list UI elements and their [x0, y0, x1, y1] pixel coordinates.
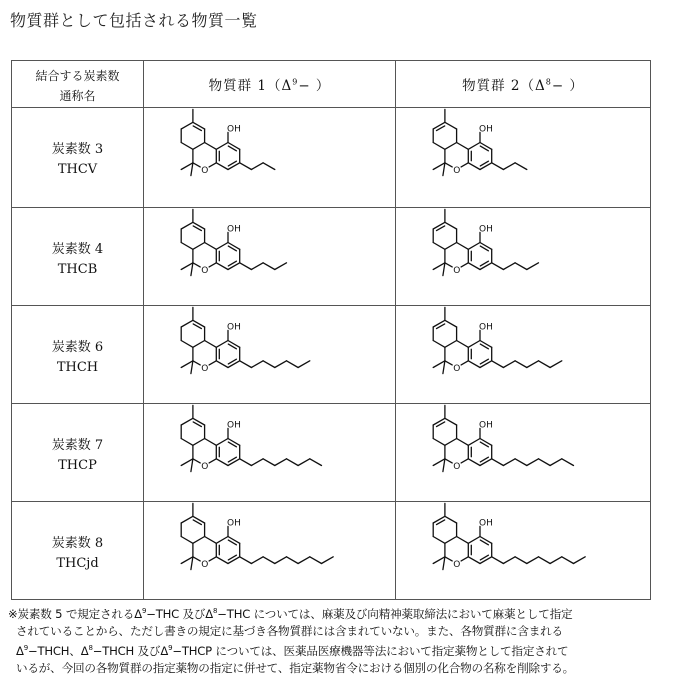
- bond: [228, 361, 240, 368]
- chain-bond: [550, 459, 562, 466]
- bond: [468, 163, 480, 170]
- chain-bond: [263, 361, 275, 368]
- bond: [193, 557, 200, 561]
- bond: [205, 341, 217, 348]
- bond: [457, 537, 469, 544]
- bond: [209, 361, 216, 365]
- bond: [216, 243, 228, 250]
- hydroxyl-label: OH: [227, 322, 241, 333]
- chain-bond: [240, 557, 252, 564]
- chain-bond: [298, 557, 310, 564]
- bond: [216, 143, 228, 150]
- bond: [468, 557, 480, 564]
- hydroxyl-label: OH: [479, 224, 493, 235]
- bond: [228, 263, 240, 270]
- bond: [193, 222, 205, 229]
- methyl-bond: [191, 459, 193, 472]
- bond: [433, 243, 445, 250]
- bond: [468, 361, 480, 368]
- bond: [193, 439, 205, 446]
- bond: [445, 537, 457, 544]
- bond: [228, 537, 240, 544]
- methyl-bond: [433, 557, 445, 564]
- table-row: [12, 207, 650, 305]
- bond: [228, 439, 240, 446]
- bond: [193, 537, 205, 544]
- bond: [228, 341, 240, 348]
- chain-bond: [310, 459, 322, 466]
- oxygen-atom-label: O: [201, 265, 209, 276]
- methyl-bond: [433, 263, 445, 270]
- bond: [445, 439, 457, 446]
- bond: [445, 418, 457, 425]
- carbon-count-label: 炭素数 4: [51, 242, 104, 257]
- methyl-bond: [433, 361, 445, 368]
- chain-bond: [515, 263, 527, 270]
- bond: [461, 459, 468, 463]
- chain-bond: [539, 459, 551, 466]
- bond: [445, 361, 452, 365]
- chain-bond: [251, 459, 263, 466]
- common-name-label: THCB: [57, 262, 98, 277]
- bond: [445, 163, 452, 167]
- bond: [181, 243, 193, 250]
- chain-bond: [503, 557, 515, 564]
- bond: [433, 122, 445, 129]
- bond: [209, 263, 216, 267]
- chain-bond: [322, 557, 334, 564]
- carbon-count-label: 炭素数 3: [51, 142, 104, 157]
- chain-bond: [515, 163, 527, 170]
- chain-bond: [527, 361, 539, 368]
- footnote: [8, 603, 668, 677]
- table-row: [12, 107, 650, 207]
- chain-bond: [539, 557, 551, 564]
- bond: [228, 143, 240, 150]
- bond: [445, 459, 452, 463]
- footnote-line: されていることから、ただし書きの規定に基づき各物質群には含まれていない。また、各物質群に含まれる: [16, 623, 563, 638]
- footnote-line: ※炭素数 5 で規定される$\Delta^9-THC$ 及び$\Delta^8-THC$ については、麻薬及び向精神薬取締法において麻薬として指定: [8, 606, 573, 621]
- bond: [228, 557, 240, 564]
- footnote-line: $\Delta^9-THCH$、$\Delta^8-THCH$ 及び$\Delta^9-THCP$ については、医薬品医療機器等法において指定薬物として指定されて: [16, 643, 569, 658]
- methyl-bond: [443, 163, 445, 176]
- bond: [468, 263, 480, 270]
- bond: [193, 341, 205, 348]
- chain-bond: [251, 557, 263, 564]
- header-label-cell: [12, 61, 144, 107]
- bond: [457, 243, 469, 250]
- chain-bond: [298, 361, 310, 368]
- hydroxyl-label: OH: [227, 224, 241, 235]
- group1-heading: 物質群 $1(\Delta^9-$ ）: [208, 77, 331, 94]
- hydroxyl-label: OH: [227, 518, 241, 529]
- bond: [461, 263, 468, 267]
- chain-bond: [240, 361, 252, 368]
- oxygen-atom-label: O: [453, 559, 461, 570]
- bond: [216, 439, 228, 446]
- chain-bond: [263, 557, 275, 564]
- chain-bond: [539, 361, 551, 368]
- chain-bond: [492, 263, 504, 270]
- oxygen-atom-label: O: [201, 363, 209, 374]
- bond: [445, 243, 457, 250]
- methyl-bond: [433, 163, 445, 170]
- bond: [480, 361, 492, 368]
- bond: [181, 418, 193, 425]
- chain-bond: [527, 557, 539, 564]
- bond: [181, 143, 193, 150]
- common-name-label: THCP: [58, 458, 97, 473]
- hydroxyl-label: OH: [479, 518, 493, 529]
- chain-bond: [263, 459, 275, 466]
- bond: [193, 418, 205, 425]
- bond: [193, 243, 205, 250]
- chain-bond: [550, 557, 562, 564]
- structure-group1: [150, 406, 390, 502]
- carbon-count-label: 炭素数 6: [51, 340, 104, 355]
- oxygen-atom-label: O: [201, 461, 209, 472]
- header-group2-cell: [396, 61, 650, 107]
- chain-bond: [251, 163, 263, 170]
- bond: [445, 557, 452, 561]
- bond: [480, 537, 492, 544]
- bond: [181, 439, 193, 446]
- bond: [216, 163, 228, 170]
- table-row: [12, 305, 650, 403]
- bond: [205, 537, 217, 544]
- bond: [480, 341, 492, 348]
- bond: [457, 341, 469, 348]
- methyl-bond: [443, 263, 445, 276]
- chain-bond: [503, 163, 515, 170]
- chain-bond: [240, 459, 252, 466]
- bond: [193, 516, 205, 523]
- oxygen-atom-label: O: [453, 461, 461, 472]
- bond: [181, 537, 193, 544]
- chain-bond: [492, 557, 504, 564]
- bond: [433, 516, 445, 523]
- methyl-bond: [181, 361, 193, 368]
- chain-bond: [263, 163, 275, 170]
- chain-bond: [240, 163, 252, 170]
- common-name-label: THCjd: [56, 556, 99, 571]
- methyl-bond: [181, 163, 193, 170]
- structure-group2: [402, 406, 642, 502]
- hydroxyl-label: OH: [479, 420, 493, 431]
- header-carbon-count-label: 結合する炭素数: [35, 69, 120, 83]
- chain-bond: [515, 557, 527, 564]
- bond: [181, 122, 193, 129]
- structure-group2: [402, 308, 642, 404]
- chain-bond: [298, 459, 310, 466]
- chain-bond: [251, 361, 263, 368]
- chain-bond: [503, 459, 515, 466]
- chain-bond: [515, 459, 527, 466]
- bond: [181, 341, 193, 348]
- chain-bond: [263, 263, 275, 270]
- bond: [480, 243, 492, 250]
- bond: [480, 459, 492, 466]
- bond: [445, 320, 457, 327]
- bond: [461, 163, 468, 167]
- methyl-bond: [191, 263, 193, 276]
- methyl-bond: [181, 459, 193, 466]
- bond: [216, 341, 228, 348]
- chain-bond: [251, 263, 263, 270]
- bond: [480, 439, 492, 446]
- bond: [181, 222, 193, 229]
- chain-bond: [550, 361, 562, 368]
- structure-group1: [150, 110, 390, 206]
- chain-bond: [503, 361, 515, 368]
- header-common-name-label: 通称名: [59, 89, 96, 103]
- chain-bond: [310, 557, 322, 564]
- oxygen-atom-label: O: [453, 265, 461, 276]
- bond: [228, 459, 240, 466]
- bond: [228, 243, 240, 250]
- bond: [216, 263, 228, 270]
- hydroxyl-label: OH: [227, 420, 241, 431]
- chain-bond: [275, 263, 287, 270]
- bond: [209, 557, 216, 561]
- bond: [445, 143, 457, 150]
- bond: [181, 320, 193, 327]
- structure-group1: [150, 308, 390, 404]
- methyl-bond: [443, 361, 445, 374]
- bond: [468, 243, 480, 250]
- methyl-bond: [443, 459, 445, 472]
- bond: [193, 143, 205, 150]
- structure-group2: [402, 504, 642, 600]
- chain-bond: [527, 263, 539, 270]
- bond: [433, 143, 445, 150]
- bond: [445, 263, 452, 267]
- bond: [480, 263, 492, 270]
- bond: [205, 439, 217, 446]
- chain-bond: [492, 361, 504, 368]
- bond: [433, 439, 445, 446]
- bond: [216, 361, 228, 368]
- bond: [468, 439, 480, 446]
- bond: [209, 459, 216, 463]
- table-row: [12, 501, 650, 599]
- bond: [193, 320, 205, 327]
- bond: [216, 459, 228, 466]
- bond: [193, 122, 205, 129]
- carbon-count-label: 炭素数 8: [51, 536, 104, 551]
- methyl-bond: [191, 163, 193, 176]
- chain-bond: [287, 459, 299, 466]
- chain-bond: [492, 459, 504, 466]
- oxygen-atom-label: O: [201, 559, 209, 570]
- chain-bond: [503, 263, 515, 270]
- methyl-bond: [433, 459, 445, 466]
- common-name-label: THCV: [57, 162, 98, 177]
- chain-bond: [562, 557, 574, 564]
- header-group1-cell: [144, 61, 396, 107]
- methyl-bond: [181, 263, 193, 270]
- bond: [205, 143, 217, 150]
- methyl-bond: [181, 557, 193, 564]
- chain-bond: [287, 557, 299, 564]
- hydroxyl-label: OH: [479, 124, 493, 135]
- chain-bond: [515, 361, 527, 368]
- bond: [468, 537, 480, 544]
- bond: [468, 143, 480, 150]
- chain-bond: [287, 361, 299, 368]
- bond: [480, 557, 492, 564]
- chain-bond: [275, 361, 287, 368]
- chain-bond: [562, 459, 574, 466]
- bond: [193, 163, 200, 167]
- table-row: [12, 403, 650, 501]
- bond: [209, 163, 216, 167]
- hydroxyl-label: OH: [479, 322, 493, 333]
- chain-bond: [574, 557, 586, 564]
- bond: [205, 243, 217, 250]
- bond: [193, 361, 200, 365]
- bond: [445, 341, 457, 348]
- bond: [433, 341, 445, 348]
- methyl-bond: [191, 361, 193, 374]
- bond: [433, 222, 445, 229]
- bond: [445, 222, 457, 229]
- common-name-label: THCH: [56, 360, 99, 375]
- bond: [433, 537, 445, 544]
- bond: [445, 516, 457, 523]
- bond: [445, 122, 457, 129]
- oxygen-atom-label: O: [453, 363, 461, 374]
- bond: [468, 459, 480, 466]
- structure-group2: [402, 210, 642, 306]
- bond: [216, 537, 228, 544]
- oxygen-atom-label: O: [453, 165, 461, 176]
- bond: [457, 439, 469, 446]
- bond: [228, 163, 240, 170]
- structure-group2: [402, 110, 642, 206]
- bond: [193, 263, 200, 267]
- group2-heading: 物質群 $2(\Delta^8-$ ）: [462, 77, 584, 94]
- bond: [480, 163, 492, 170]
- chain-bond: [275, 557, 287, 564]
- bond: [468, 341, 480, 348]
- structure-group1: [150, 210, 390, 306]
- methyl-bond: [443, 557, 445, 570]
- oxygen-atom-label: O: [201, 165, 209, 176]
- chain-bond: [492, 163, 504, 170]
- chain-bond: [240, 263, 252, 270]
- substance-table: [11, 60, 651, 600]
- hydroxyl-label: OH: [227, 124, 241, 135]
- bond: [433, 320, 445, 327]
- bond: [216, 557, 228, 564]
- bond: [457, 143, 469, 150]
- footnote-line: いるが、今回の各物質群の指定薬物の指定に併せて、指定薬物省令における個別の化合物の名称を削除する。: [16, 660, 575, 675]
- page-title: 物質群として包括される物質一覧: [10, 11, 258, 30]
- bond: [480, 143, 492, 150]
- structure-group1: [150, 504, 390, 600]
- bond: [433, 418, 445, 425]
- bond: [193, 459, 200, 463]
- table-header-row: [12, 61, 650, 107]
- bond: [181, 516, 193, 523]
- bond: [461, 361, 468, 365]
- methyl-bond: [191, 557, 193, 570]
- chain-bond: [527, 459, 539, 466]
- carbon-count-label: 炭素数 7: [51, 438, 104, 453]
- chain-bond: [275, 459, 287, 466]
- bond: [461, 557, 468, 561]
